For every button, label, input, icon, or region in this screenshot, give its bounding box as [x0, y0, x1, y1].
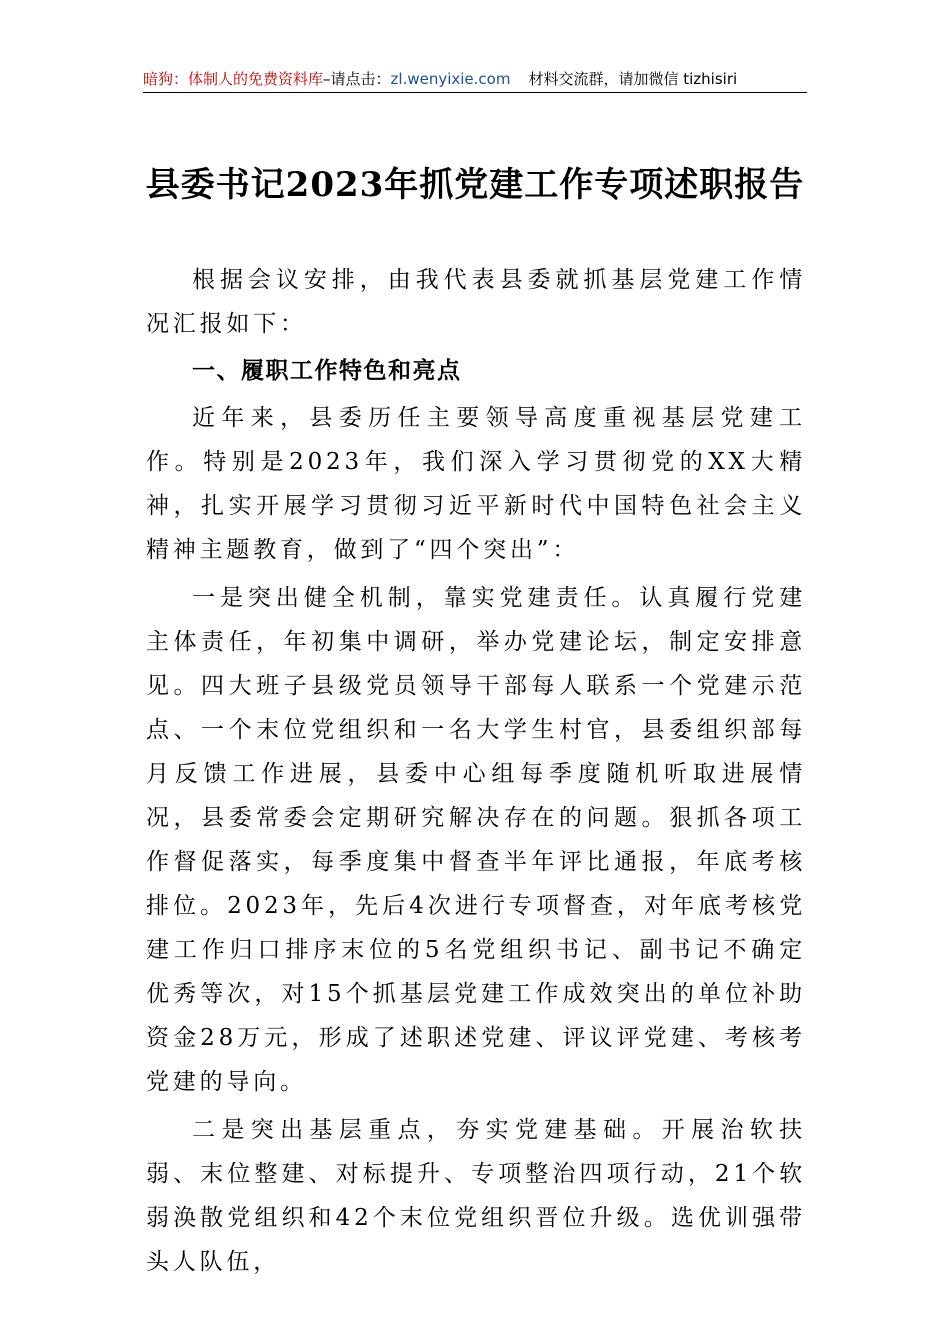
header-bar [143, 66, 807, 93]
paragraph-3: 二是突出基层重点，夯实党建基础。开展治软扶弱、末位整建、对标提升、专项整治四项行动，21个软弱涣散党组织和42个末位党组织晋位升级。选优训强带头人队伍， [146, 1117, 806, 1275]
header-group-text: 材料交流群，请加微信 tizhisiri [528, 70, 738, 88]
header-click-text: –请点击： [323, 70, 391, 88]
paragraph-1: 近年来，县委历任主要领导高度重视基层党建工作。特别是2023年，我们深入学习贯彻党的XX大精神，扎实开展学习贯彻习近平新时代中国特色社会主义精神主题教育，做到了“四个突出”： [146, 405, 806, 563]
document-body [146, 258, 806, 1284]
document-title: 县委书记2023年抓党建工作专项述职报告 [145, 165, 805, 205]
paragraph-2: 一是突出健全机制，靠实党建责任。认真履行党建主体责任，年初集中调研，举办党建论坛，制定安排意见。四大班子县级党员领导干部每人联系一个党建示范点、一个末位党组织和一名大学生村官，县委组织部每月反馈工作进展，县委中心组每季度随机听取进展情况，县委常委会定期研究解决存在的问题。狠抓各项工作督促落实，每季度集中督查半年评比通报，年底考核排位。2023年，先后4次进行专项督查，对年底考核党建工作归口排序末位的5名党组织书记、副书记不确定优秀等次，对15个抓基层党建工作成效突出的单位补助资金28万元，形成了述职述党建、评议评党建、考核考党建的导向。 [146, 585, 806, 1095]
header-url-link[interactable]: zl.wenyixie.com [390, 70, 511, 88]
header-promo-text: 暗狗：体制人的免费资料库 [143, 70, 324, 88]
section-heading: 一、履职工作特色和亮点 [192, 358, 462, 384]
intro-paragraph: 根据会议安排，由我代表县委就抓基层党建工作情况汇报如下： [146, 267, 806, 337]
